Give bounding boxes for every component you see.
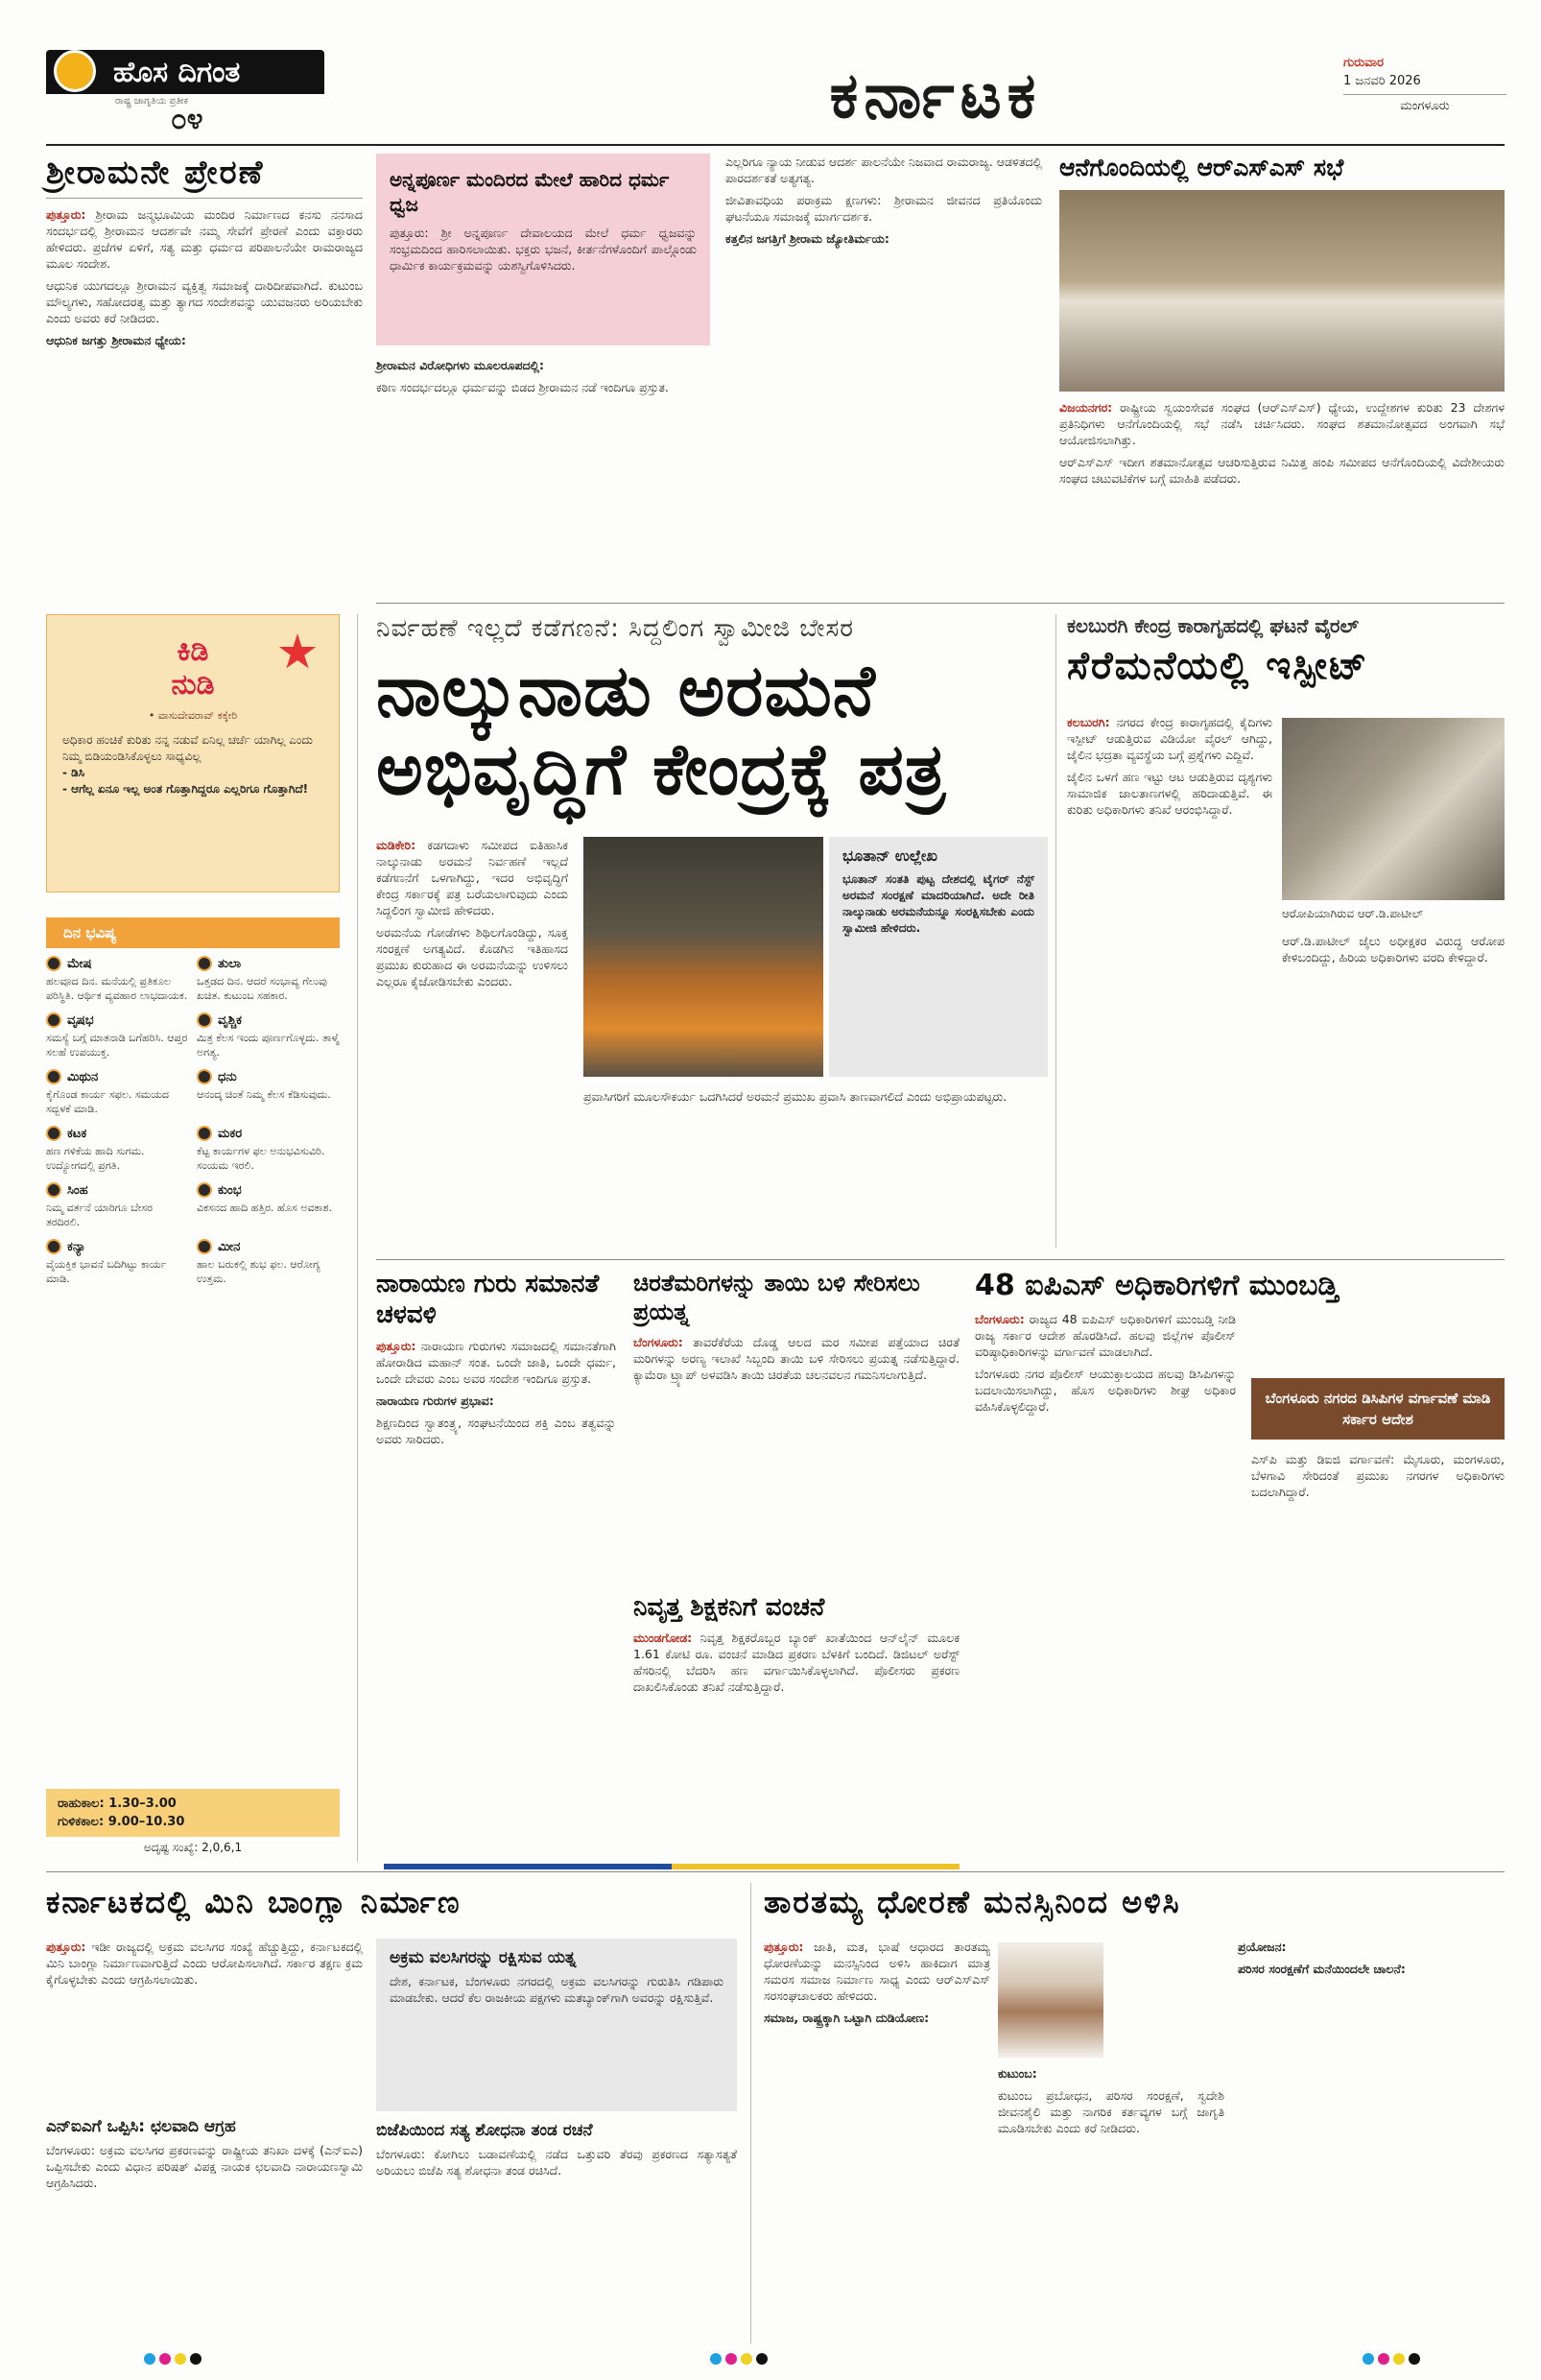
kidi-body: [47, 723, 339, 807]
zodiac-pisces-icon: [197, 1239, 212, 1254]
story-body: [633, 1334, 960, 1383]
logo-emblem-icon: [54, 50, 96, 92]
sidebar-body: ಭೂತಾನ್ ಸಂತತಿ ಪುಟ್ಟ ದೇಶದಲ್ಲಿ ಟೈಗರ್ ನೆಸ್ಟ್ ಅರಮನೆ ಸಂರಕ್ಷಣೆ ಮಾದರಿಯಾಗಿದೆ. ಅದೇ ರೀತಿ ನಾಲ್ಕುನಾಡು ಅರಮನೆಯನ್ನೂ ಸಂರಕ್ಷಿಸಬೇಕು ಎಂದು ಸ್ವಾಮೀಜಿ ಹೇಳಿದರು.: [842, 872, 1034, 935]
lead-story: [376, 614, 1048, 809]
paragraph: ಶಿಕ್ಷಣದಿಂದ ಸ್ವಾತಂತ್ರ್ಯ, ಸಂಘಟನೆಯಿಂದ ಶಕ್ತಿ ಎಂಬ ತತ್ವವನ್ನು ಅವರು ಸಾರಿದರು.: [376, 1416, 616, 1446]
paragraph: ಜೈಲಿನ ಒಳಗೆ ಹಣ ಇಟ್ಟು ಆಟ ಆಡುತ್ತಿರುವ ದೃಶ್ಯಗಳು ಸಾಮಾಜಿಕ ಜಾಲತಾಣಗಳಲ್ಲಿ ಹರಿದಾಡುತ್ತಿವೆ. ಈ ಕುರಿತು ಅಧಿಕಾರಿಗಳು ತನಿಖೆ ಆರಂಭಿಸಿದ್ದಾರೆ.: [1067, 770, 1272, 817]
sign-text: ಕೆಟ್ಟ ಕಾರ್ಯಗಳ ಫಲ ಅನುಭವಿಸುವಿರಿ. ಸಂಯಮ ಇರಲಿ.: [197, 1145, 325, 1172]
substory-body: ಬೆಂಗಳೂರು: ಕೋಗಿಲು ಬಡಾವಣೆಯಲ್ಲಿ ನಡೆದ ಒತ್ತುವರಿ ತೆರವು ಪ್ರಕರಣದ ಸತ್ಯಾಸತ್ಯತೆ ಅರಿಯಲು ಬಿಜೆಪಿ ಸತ್ಯ ಶೋಧನಾ ತಂಡ ರಚಿಸಿದೆ.: [376, 2147, 737, 2178]
sign-text: ಹಣ ಗಳಿಕೆಯ ಹಾದಿ ಸುಗಮ. ಉದ್ಯೋಗದಲ್ಲಿ ಪ್ರಗತಿ.: [46, 1145, 145, 1172]
paragraph: ನಿವೃತ್ತ ಶಿಕ್ಷಕರೊಬ್ಬರ ಬ್ಯಾಂಕ್ ಖಾತೆಯಿಂದ ಆನ್‌ಲೈನ್ ಮೂಲಕ 1.61 ಕೋಟಿ ರೂ. ವಂಚನೆ ಮಾಡಿದ ಪ್ರಕರಣ ಬೆಳಕಿಗೆ ಬಂದಿದೆ. ಡಿಜಿಟಲ್ ಅರೆಸ್ಟ್ ಹೆಸರಿನಲ್ಲಿ ಬೆದರಿಸಿ ಹಣ ವರ್ಗಾಯಿಸಿಕೊಳ್ಳಲಾಗಿದೆ. ಪೊಲೀಸರು ಪ್ರಕರಣ ದಾಖಲಿಸಿಕೊಂಡು ತನಿಖೆ ನಡೆಸುತ್ತಿದ್ದಾರೆ.: [633, 1630, 960, 1694]
byline: ಬೆಂಗಳೂರು:: [975, 1312, 1025, 1326]
kidi-quote: ಅಧಿಕಾರ ಹಂಚಿಕೆ ಕುರಿತು ನನ್ನ ನಡುವೆ ಏನಿಲ್ಲ ಚರ್ಚೆ ಯಾಗಿಲ್ಲ ಎಂದು ನಿಮ್ಮ ಬಿಡಿಯಂಡಿಸಿಕೊಳ್ಳಲು ಸಾಧ್ಯವಿಲ್ಲ: [62, 733, 313, 763]
masthead-rule: [46, 144, 1505, 146]
lead-body-col2: [583, 1088, 1048, 1110]
horoscope-item: [197, 956, 340, 1003]
zodiac-libra-icon: [197, 956, 212, 971]
paragraph: ಪ್ರವಾಸಿಗರಿಗೆ ಮೂಲಸೌಕರ್ಯ ಒದಗಿಸಿದರೆ ಅರಮನೆ ಪ್ರಮುಖ ಪ್ರವಾಸಿ ತಾಣವಾಗಲಿದೆ ಎಂದು ಅಭಿಪ್ರಾಯಪಟ್ಟರು.: [583, 1089, 1008, 1104]
lead-headline-line2: ಅಭಿವೃದ್ಧಿಗೆ ಕೇಂದ್ರಕ್ಕೆ ಪತ್ರ: [376, 728, 947, 811]
sign-name: ಕಟಕ: [67, 1126, 87, 1141]
logo-title: ಹೊಸ ದಿಗಂತ: [46, 50, 324, 94]
substory-title: ಬಿಜೆಪಿಯಿಂದ ಸತ್ಯ ಶೋಧನಾ ತಂಡ ರಚನೆ: [376, 2121, 593, 2140]
paragraph: ನಗರದ ಕೇಂದ್ರ ಕಾರಾಗೃಹದಲ್ಲಿ ಕೈದಿಗಳು ಇಸ್ಪೀಟ್ ಆಡುತ್ತಿರುವ ವಿಡಿಯೋ ವೈರಲ್ ಆಗಿದ್ದು, ಜೈಲಿನ ಭದ್ರತಾ ವ್ಯವಸ್ಥೆಯ ಬಗ್ಗೆ ಪ್ರಶ್ನೆಗಳು ಎದ್ದಿವೆ.: [1067, 715, 1272, 762]
sign-name: ತುಲಾ: [218, 956, 242, 971]
subhead: ಸಮಾಜ, ರಾಷ್ಟ್ರಕ್ಕಾಗಿ ಒಟ್ಟಾಗಿ ದುಡಿಯೋಣ:: [764, 2011, 930, 2025]
story-jail: [1067, 614, 1505, 689]
headline: 48 ಐಪಿಎಸ್ ಅಧಿಕಾರಿಗಳಿಗೆ ಮುಂಬಡ್ತಿ: [975, 1269, 1339, 1302]
story-rss: [1059, 154, 1505, 492]
subhead: ಶ್ರೀರಾಮನ ವಿರೋಧಿಗಳು ಮೂಲರೂಪದಲ್ಲಿ:: [376, 358, 545, 372]
byline: ವಿಜಯನಗರ:: [1059, 400, 1113, 415]
registration-marks-right: [1363, 2353, 1420, 2365]
lead-kicker: ನಿರ್ವಹಣೆ ಇಲ್ಲದೆ ಕಡೆಗಣನೆ: ಸಿದ್ದಲಿಂಗ ಸ್ವಾಮೀಜಿ ಬೇಸರ: [376, 614, 855, 643]
sidebar-title: ಭೂತಾನ್ ಉಲ್ಲೇಖ: [842, 846, 937, 865]
lead-body-col1: [376, 837, 568, 995]
jail-photo-caption: ಆರೋಪಿಯಾಗಿರುವ ಆರ್.ಡಿ.ಪಾಟೀಲ್: [1282, 907, 1424, 920]
headline: ಅನ್ನಪೂರ್ಣ ಮಂದಿರದ ಮೇಲೆ ಹಾರಿದ ಧರ್ಮ ಧ್ವಜ: [390, 168, 670, 216]
sign-name: ಮಕರ: [218, 1126, 243, 1141]
jail-body-col2: [1282, 933, 1505, 971]
story-body: ಪುತ್ತೂರು: ಶ್ರೀ ಅನ್ನಪೂರ್ಣ ದೇವಾಲಯದ ಮೇಲೆ ಧರ್ಮ ಧ್ವಜವನ್ನು ಸಂಭ್ರಮದಿಂದ ಹಾರಿಸಲಾಯಿತು. ಭಕ್ತರು ಭಜನೆ, ಕೀರ್ತನೆಗಳೊಂದಿಗೆ ಪಾಲ್ಗೊಂಡು ಧಾರ್ಮಿಕ ಕಾರ್ಯಕ್ರಮವನ್ನು ಯಶಸ್ವಿಗೊಳಿಸಿದರು.: [390, 226, 697, 273]
paragraph: ಕಠಿಣ ಸಂದರ್ಭದಲ್ಲೂ ಧರ್ಮವನ್ನು ಬಿಡದ ಶ್ರೀರಾಮನ ನಡೆ ಇಂದಿಗೂ ಪ್ರಸ್ತುತ.: [376, 380, 669, 394]
nia-substory: [46, 2117, 363, 2191]
story-annapurna-box: [376, 154, 710, 345]
sign-name: ಕುಂಭ: [218, 1182, 242, 1198]
sign-text: ಆನಂದ್ಕ ಚಿಂತೆ ನಿಮ್ಮ ಕೆಲಸ ಕೆಡಿಸುವುದು.: [197, 1088, 331, 1101]
headline: ಶ್ರೀರಾಮನೇ ಪ್ರೇರಣೆ: [46, 154, 363, 199]
dateline: [1343, 54, 1506, 115]
bangla-sidebar: [376, 1939, 737, 2111]
byline: ಪುತ್ತೂರು:: [46, 1940, 86, 1954]
zodiac-virgo-icon: [46, 1239, 61, 1254]
gulika: ಗುಳಿಕಕಾಲ: 9.00–10.30: [58, 1815, 185, 1829]
bangla-body: [46, 1939, 363, 1993]
byline: ಬೆಂಗಳೂರು:: [633, 1335, 683, 1349]
color-strip-yellow: [672, 1864, 960, 1869]
zodiac-taurus-icon: [46, 1012, 61, 1028]
horoscope-item: [46, 1182, 189, 1229]
story-body: [1059, 399, 1505, 487]
lead-photo-monks: [583, 837, 823, 1077]
paragraph: ರಾಜ್ಯದ 48 ಐಪಿಎಸ್ ಅಧಿಕಾರಿಗಳಿಗೆ ಮುಂಬಡ್ತಿ ನೀಡಿ ರಾಜ್ಯ ಸರ್ಕಾರ ಆದೇಶ ಹೊರಡಿಸಿದೆ. ಹಲವು ಜಿಲ್ಲೆಗಳ ಪೊಲೀಸ್ ವರಿಷ್ಠಾಧಿಕಾರಿಗಳನ್ನು ವರ್ಗಾವಣೆ ಮಾಡಲಾಗಿದೆ.: [975, 1312, 1236, 1359]
jail-kicker: ಕಲಬುರಗಿ ಕೇಂದ್ರ ಕಾರಾಗೃಹದಲ್ಲಿ ಘಟನೆ ವೈರಲ್: [1067, 614, 1359, 637]
paragraph: ಬೆಂಗಳೂರು ನಗರ ಪೊಲೀಸ್ ಆಯುಕ್ತಾಲಯದ ಹಲವು ಡಿಸಿಪಿಗಳನ್ನು ಬದಲಾಯಿಸಲಾಗಿದ್ದು, ಹೊಸ ಅಧಿಕಾರಿಗಳು ಶೀಘ್ರ ಅಧಿಕಾರ ವಹಿಸಿಕೊಳ್ಳಲಿದ್ದಾರೆ.: [975, 1367, 1236, 1414]
headline: ತಾರತಮ್ಯ ಧೋರಣೆ ಮನಸ್ಸಿನಿಂದ ಅಳಿಸಿ: [764, 1884, 1181, 1920]
jail-headline: ಸೆರೆಮನೆಯಲ್ಲಿ ಇಸ್ಪೀಟ್: [1067, 644, 1369, 688]
zodiac-scorpio-icon: [197, 1012, 212, 1028]
sign-name: ಮೇಷ: [67, 956, 92, 971]
kidi-attribution: - ಡಿಸಿ: [62, 766, 85, 779]
byline: ಮಡಿಕೇರಿ:: [376, 838, 416, 852]
bjp-substory: [376, 2121, 737, 2178]
byline: ಕಲಬುರಗಿ:: [1067, 715, 1110, 729]
sign-name: ಧನು: [218, 1069, 237, 1084]
sign-name: ಮೀನ: [218, 1239, 241, 1254]
horoscope-item: [46, 1069, 189, 1116]
byline: ಮುಂಡಗೋಡ:: [633, 1630, 693, 1645]
edition-number: ೦೪: [171, 103, 203, 136]
paragraph: ಅರಮನೆಯ ಗೋಡೆಗಳು ಶಿಥಿಲಗೊಂಡಿದ್ದು, ಸೂಕ್ತ ಸಂರಕ್ಷಣೆ ಅಗತ್ಯವಿದೆ. ಕೊಡಗಿನ ಇತಿಹಾಸದ ಪ್ರಮುಖ ಕುರುಹಾದ ಈ ಅರಮನೆಯನ್ನು ಉಳಿಸಲು ಎಲ್ಲರೂ ಕೈಜೋಡಿಸಬೇಕು ಎಂದರು.: [376, 925, 568, 988]
headline: ಆನೆಗೊಂದಿಯಲ್ಲಿ ಆರ್‌ಎಸ್‌ಎಸ್ ಸಭೆ: [1059, 154, 1344, 181]
sign-text: ಒತ್ತಡದ ದಿನ. ಆದರೆ ಸಂಭಾವ್ಯ ಗೆಲುವು ಖಚಿತ. ಕುಟುಂಬ ಸಹಕಾರ.: [197, 975, 327, 1002]
story-ayodhya-continued: [376, 357, 710, 401]
substory-title: ಎನ್‌ಐಎಗೆ ಒಪ್ಪಿಸಿ: ಛಲವಾದಿ ಆಗ್ರಹ: [46, 2117, 236, 2136]
story-teacher: [633, 1593, 960, 1701]
dateline-day: ಗುರುವಾರ: [1343, 56, 1384, 70]
zodiac-leo-icon: [46, 1182, 61, 1198]
sign-text: ಹಾಲ ಬರುಕಲ್ಲಿ ಶುಭ ಫಲ. ಆರೋಗ್ಯ ಉತ್ತಮ.: [197, 1258, 320, 1285]
section-title: ಕರ್ನಾಟಕ: [829, 59, 1042, 132]
story-cheetah: [633, 1269, 960, 1389]
story-body: [376, 1338, 616, 1447]
zodiac-gemini-icon: [46, 1069, 61, 1084]
logo-tagline: ರಾಷ್ಟ್ರ ಜಾಗೃತಿಯ ಪ್ರತೀಕ: [115, 96, 189, 107]
subhead: ಕತ್ತಲಿನ ಜಗತ್ತಿಗೆ ಶ್ರೀರಾಮ ಜ್ಯೋತಿರ್ಮಯ:: [725, 231, 889, 246]
row1-rule: [376, 603, 1505, 604]
paragraph: ಜಾತಿ, ಮತ, ಭಾಷೆ ಆಧಾರದ ತಾರತಮ್ಯ ಧೋರಣೆಯನ್ನು ಮನಸ್ಸಿನಿಂದ ಅಳಿಸಿ ಹಾಕಿದಾಗ ಮಾತ್ರ ಸಮರಸ ಸಮಾಜ ನಿರ್ಮಾಣ ಸಾಧ್ಯ ಎಂದು ಆರ್‌ಎಸ್‌ಎಸ್ ಸರಸಂಘಚಾಲಕರು ಹೇಳಿದರು.: [764, 1940, 990, 2003]
zodiac-sagittarius-icon: [197, 1069, 212, 1084]
ips-highlight-box: ಬೆಂಗಳೂರು ನಗರದ ಡಿಸಿಪಿಗಳ ವರ್ಗಾವಣೆ ಮಾಡಿ ಸರ್ಕಾರ ಆದೇಶ: [1251, 1378, 1505, 1440]
zodiac-cancer-icon: [46, 1126, 61, 1141]
sign-text: ನಿಮ್ಮ ವರ್ತನೆ ಯಾರಿಗೂ ಬೇಸರ ತರದಿರಲಿ.: [46, 1202, 153, 1228]
paragraph: ಜೀವಿತಾವಧಿಯ ಪರಾಕ್ರಮ ಕ್ಷಣಗಳು: ಶ್ರೀರಾಮನ ಜೀವನದ ಪ್ರತಿಯೊಂದು ಘಟನೆಯೂ ಸಮಾಜಕ್ಕೆ ಮಾರ್ಗದರ್ಶಕ.: [725, 193, 1042, 224]
horoscope-grid: [46, 956, 340, 1286]
story-body: [46, 206, 363, 348]
row3-rule: [46, 1871, 1505, 1872]
headline: ಚಿರತೆಮರಿಗಳನ್ನು ತಾಯಿ ಬಳಿ ಸೇರಿಸಲು ಪ್ರಯತ್ನ: [633, 1270, 920, 1325]
horoscope-item: [197, 1012, 340, 1059]
zodiac-capricorn-icon: [197, 1126, 212, 1141]
paragraph: ಕುಟುಂಬ ಪ್ರಬೋಧನ, ಪರಿಸರ ಸಂರಕ್ಷಣೆ, ಸ್ವದೇಶಿ ಜೀವನಶೈಲಿ ಮತ್ತು ನಾಗರಿಕ ಕರ್ತವ್ಯಗಳ ಬಗ್ಗೆ ಜಾಗೃತಿ ಮೂಡಿಸಬೇಕು ಎಂದು ಕರೆ ನೀಡಿದರು.: [998, 2088, 1224, 2135]
story-bangla: [46, 1883, 737, 1931]
paragraph: ಎಲ್ಲರಿಗೂ ನ್ಯಾಯ ನೀಡುವ ಆದರ್ಶ ಪಾಲನೆಯೇ ನಿಜವಾದ ರಾಮರಾಜ್ಯ. ಆಡಳಿತದಲ್ಲಿ ಪಾರದರ್ಶಕತೆ ಅತ್ಯಗತ್ಯ.: [725, 155, 1042, 185]
subhead: ನಾರಾಯಣ ಗುರುಗಳ ಪ್ರಭಾವ:: [376, 1393, 494, 1408]
horoscope-title: ದಿನ ಭವಿಷ್ಯ: [46, 917, 340, 948]
dateline-city: ಮಂಗಳೂರು: [1343, 94, 1506, 115]
headline: ಕರ್ನಾಟಕದಲ್ಲಿ ಮಿನಿ ಬಾಂಗ್ಲಾ ನಿರ್ಮಾಣ: [46, 1884, 462, 1920]
sign-name: ಸಿಂಹ: [67, 1182, 88, 1198]
byline: ಪುತ್ತೂರು:: [764, 1940, 804, 1954]
paragraph: ರಾಷ್ಟ್ರೀಯ ಸ್ವಯಂಸೇವಕ ಸಂಘದ (ಆರ್‌ಎಸ್‌ಎಸ್) ಧ್ಯೇಯ, ಉದ್ದೇಶಗಳ ಕುರಿತು 23 ದೇಶಗಳ ಪ್ರತಿನಿಧಿಗಳು ಆನೆಗೊಂದಿಯಲ್ಲಿ ಸಭೆ ನಡೆಸಿ ಚರ್ಚಿಸಿದರು. ಸಂಘದ ಶತಮಾನೋತ್ಸವದ ಅಂಗವಾಗಿ ಸಭೆ ಆಯೋಜಿಸಲಾಗಿತ್ತು.: [1059, 400, 1505, 447]
sidebar-divider: [357, 614, 358, 1862]
sign-name: ವೃಶ್ಚಿಕ: [218, 1012, 242, 1028]
rss-group-photo: [1059, 190, 1505, 392]
horoscope-item: [46, 1012, 189, 1059]
story-column3: [725, 154, 1042, 252]
row2-rule: [376, 1259, 1505, 1260]
sign-text: ವಿಕಸನದ ಹಾದಿ ಹತ್ತಿರ. ಹೊಸ ಅವಕಾಶ.: [197, 1202, 332, 1214]
horoscope-item: [197, 1126, 340, 1173]
rahukala: ರಾಹುಕಾಲ: 1.30–3.00: [58, 1797, 177, 1811]
rahukala-box: [46, 1789, 340, 1837]
story-ips: [975, 1269, 1505, 1500]
discrimination-col1: [764, 1939, 990, 2032]
bottom-divider: [750, 1883, 751, 2344]
headline: ನಿವೃತ್ತ ಶಿಕ್ಷಕನಿಗೆ ವಂಚನೆ: [633, 1593, 825, 1622]
byline: ಪುತ್ತೂರು:: [46, 207, 86, 222]
byline: ಪುತ್ತೂರು:: [376, 1339, 416, 1353]
lead-headline-line1: ನಾಲ್ಕುನಾಡು ಅರಮನೆ: [376, 650, 876, 732]
paragraph: ಆಧುನಿಕ ಯುಗದಲ್ಲೂ ಶ್ರೀರಾಮನ ವ್ಯಕ್ತಿತ್ವ ಸಮಾಜಕ್ಕೆ ದಾರಿದೀಪವಾಗಿದೆ. ಕುಟುಂಬ ಮೌಲ್ಯಗಳು, ಸಹೋದರತ್ವ ಮತ್ತು ತ್ಯಾಗದ ಸಂದೇಶವನ್ನು ಯುವಜನರು ಅರಿಯಬೇಕು ಎಂದು ಅವರು ಕರೆ ನೀಡಿದರು.: [46, 278, 363, 325]
lead-divider: [1055, 614, 1056, 1248]
substory-body: ಬೆಂಗಳೂರು: ಅಕ್ರಮ ವಲಸಿಗರ ಪ್ರಕರಣವನ್ನು ರಾಷ್ಟ್ರೀಯ ತನಿಖಾ ದಳಕ್ಕೆ (ಎನ್‌ಐಎ) ಒಪ್ಪಿಸಬೇಕು ಎಂದು ವಿಧಾನ ಪರಿಷತ್ ವಿಪಕ್ಷ ನಾಯಕ ಛಲವಾದಿ ನಾರಾಯಣಸ್ವಾಮಿ ಆಗ್ರಹಿಸಿದರು.: [46, 2143, 363, 2190]
sign-name: ಮಿಥುನ: [67, 1069, 99, 1084]
jail-cards-photo: [1282, 718, 1505, 900]
discrimination-col2: [998, 2065, 1224, 2142]
jail-body-col1: [1067, 714, 1272, 823]
kidi-author: • ವಾಸುದೇವರಾವ್ ಕಕ್ಕೇರಿ: [148, 709, 238, 722]
paragraph: ಶ್ರೀರಾಮ ಜನ್ಮಭೂಮಿಯ ಮಂದಿರ ನಿರ್ಮಾಣದ ಕನಸು ನನಸಾದ ಸಂದರ್ಭದಲ್ಲಿ ಶ್ರೀರಾಮನ ಆದರ್ಶವೇ ನಮ್ಮ ಸೇವೆಗೆ ಪ್ರೇರಣೆ ಎಂದು ವಕ್ತಾರರು ಹೇಳಿದರು. ಪ್ರಜೆಗಳ ಏಳಿಗೆ, ಸತ್ಯ ಮತ್ತು ಧರ್ಮದ ಪರಿಪಾಲನೆಯೇ ರಾಮರಾಜ್ಯದ ಮೂಲ ಸಂದೇಶ.: [46, 207, 363, 271]
story-ayodhya: [46, 154, 363, 354]
paragraph: ತಾವರೆಕೆರೆಯ ದೊಡ್ಡ ಆಲದ ಮರ ಸಮೀಪ ಪತ್ತೆಯಾದ ಚಿರತೆ ಮರಿಗಳನ್ನು ಅರಣ್ಯ ಇಲಾಖೆ ಸಿಬ್ಬಂದಿ ತಾಯಿ ಬಳಿ ಸೇರಿಸಲು ಪ್ರಯತ್ನ ನಡೆಸುತ್ತಿದ್ದಾರೆ. ಕ್ಯಾಮೆರಾ ಟ್ರ್ಯಾಪ್ ಅಳವಡಿಸಿ ತಾಯಿ ಚಿರತೆಯ ಚಲನವಲನ ಗಮನಿಸಲಾಗುತ್ತಿದೆ.: [633, 1335, 960, 1382]
zodiac-aries-icon: [46, 956, 61, 971]
sign-text: ಹಲವೂದ ದಿನ. ಮನೆಯಲ್ಲಿ ಪ್ರತಿಕೂಲ ಪರಿಸ್ಥಿತಿ. ಆರ್ಥಿಕ ವ್ಯವಹಾರ ಲಾಭದಾಯಕ.: [46, 975, 188, 1002]
sidebar-body: ದೇಶ, ಕರ್ನಾಟಕ, ಬೆಂಗಳೂರು ನಗರದಲ್ಲಿ ಅಕ್ರಮ ವಲಸಿಗರನ್ನು ಗುರುತಿಸಿ ಗಡಿಪಾರು ಮಾಡಬೇಕು. ಆದರೆ ಕೆಲ ರಾಜಕೀಯ ಪಕ್ಷಗಳು ಮತಬ್ಯಾಂಕ್‌ಗಾಗಿ ಅವರನ್ನು ರಕ್ಷಿಸುತ್ತಿವೆ.: [390, 1974, 723, 2005]
horoscope-item: [197, 1069, 340, 1116]
registration-marks-left: [144, 2353, 202, 2365]
paragraph: ಇಡೀ ರಾಜ್ಯದಲ್ಲಿ ಅಕ್ರಮ ವಲಸಿಗರ ಸಂಖ್ಯೆ ಹೆಚ್ಚುತ್ತಿದ್ದು, ಕರ್ನಾಟಕದಲ್ಲಿ ಮಿನಿ ಬಾಂಗ್ಲಾ ನಿರ್ಮಾಣವಾಗುತ್ತಿದೆ ಎಂದು ಆರೋಪಿಸಲಾಗಿದೆ. ಸರ್ಕಾರ ತಕ್ಷಣ ಕ್ರಮ ಕೈಗೊಳ್ಳಬೇಕು ಎಂದು ಆಗ್ರಹಿಸಲಾಯಿತು.: [46, 1940, 363, 1987]
sign-text: ಸಮಸ್ಯೆ ಬಗ್ಗೆ ಮಾತನಾಡಿ ಬಗೆಹರಿಸಿ. ಆಪ್ತರ ಸಲಹೆ ಉಪಯುಕ್ತ.: [46, 1032, 188, 1059]
sign-name: ವೃಷಭ: [67, 1012, 94, 1028]
story-narayana: [376, 1269, 616, 1453]
discrimination-col3: [1238, 1939, 1505, 1983]
sign-text: ಮಿತ್ರ ಕೆಲಸ ಇಂದು ಪೂರ್ಣಗೊಳ್ಳದು. ತಾಳ್ಮೆ ಅಗತ್ಯ.: [197, 1032, 340, 1059]
registration-marks-center: [710, 2353, 768, 2365]
paragraph: ಕಡಗದಾಳು ಸಮೀಪದ ಐತಿಹಾಸಿಕ ನಾಲ್ಕುನಾಡು ಅರಮನೆ ನಿರ್ವಹಣೆ ಇಲ್ಲದೆ ಕಡೆಗಣನೆಗೆ ಒಳಗಾಗಿದ್ದು, ಇದರ ಅಭಿವೃದ್ಧಿಗೆ ಕೇಂದ್ರ ಸರ್ಕಾರಕ್ಕೆ ಪತ್ರ ಬರೆಯಲಾಗುವುದು ಎಂದು ಸಿದ್ದಲಿಂಗ ಸ್ವಾಮೀಜಿ ಹೇಳಿದರು.: [376, 838, 568, 917]
headline: ನಾರಾಯಣ ಗುರು ಸಮಾನತೆ ಚಳವಳಿ: [376, 1270, 600, 1329]
subhead: ಆಧುನಿಕ ಜಗತ್ತು ಶ್ರೀರಾಮನ ಧ್ಯೇಯ:: [46, 333, 186, 347]
paragraph: ಆರ್‌ಎಸ್‌ಎಸ್ ಇದೀಗ ಶತಮಾನೋತ್ಸವ ಆಚರಿಸುತ್ತಿರುವ ನಿಮಿತ್ತ ಹಂಪಿ ಸಮೀಪದ ಆನೆಗೊಂದಿಯಲ್ಲಿ ವಿದೇಶೀಯರು ಸಂಘದ ಚಟುವಟಿಕೆಗಳ ಬಗ್ಗೆ ಮಾಹಿತಿ ಪಡೆದರು.: [1059, 455, 1505, 486]
horoscope-item: [46, 956, 189, 1003]
paragraph: ನಾರಾಯಣ ಗುರುಗಳು ಸಮಾಜದಲ್ಲಿ ಸಮಾನತೆಗಾಗಿ ಹೋರಾಡಿದ ಮಹಾನ್ ಸಂತ. ಒಂದೇ ಜಾತಿ, ಒಂದೇ ಧರ್ಮ, ಒಂದೇ ದೇವರು ಎಂಬ ಅವರ ಸಂದೇಶ ಇಂದಿಗೂ ಪ್ರಸ್ತುತ.: [376, 1339, 616, 1386]
speaker-portrait: [998, 1942, 1103, 2058]
sign-text: ವೈಯಕ್ತಿಕ ಭಾವನೆ ಬದಿಗಿಟ್ಟು ಕಾರ್ಯ ಮಾಡಿ.: [46, 1258, 167, 1285]
dateline-date: 1 ಜನವರಿ 2026: [1343, 74, 1421, 88]
horoscope-item: [46, 1239, 189, 1286]
kidi-retort: - ಆಗೆಲ್ಲ ಏನೂ ಇಲ್ಲ ಅಂತ ಗೊತ್ತಾಗಿದ್ದರೂ ಎಲ್ಲರಿಗೂ ಗೊತ್ತಾಗಿದೆ!: [62, 782, 309, 796]
subhead: ಪ್ರಯೋಜನ:: [1238, 1940, 1287, 1954]
horoscope-item: [46, 1126, 189, 1173]
color-strip-blue: [384, 1864, 672, 1869]
kidi-title-line2: ನುಡಿ: [171, 668, 215, 702]
horoscope-item: [197, 1239, 340, 1286]
paragraph: ಎಸ್‌ಪಿ ಮತ್ತು ಡಿಐಜಿ ವರ್ಗಾವಣೆ: ಮೈಸೂರು, ಮಂಗಳೂರು, ಬೆಳಗಾವಿ ಸೇರಿದಂತೆ ಪ್ರಮುಖ ನಗರಗಳ ಅಧಿಕಾರಿಗಳು ಬದಲಾಗಿದ್ದಾರೆ.: [1251, 1452, 1505, 1499]
horoscope-item: [197, 1182, 340, 1229]
story-body: [975, 1311, 1236, 1420]
story-discrimination: [764, 1883, 1505, 1931]
lead-headline: [376, 652, 1048, 809]
kidi-title-line1: ಕಿಡಿ: [177, 634, 209, 668]
paragraph: ಆರ್.ಡಿ.ಪಾಟೀಲ್ ಜೈಲು ಅಧೀಕ್ಷಕರ ವಿರುದ್ಧ ಆರೋಪ ಕೇಳಿಬಂದಿದ್ದು, ಹಿರಿಯ ಅಧಿಕಾರಿಗಳು ವರದಿ ಕೇಳಿದ್ದಾರೆ.: [1282, 934, 1505, 964]
subhead: ಕುಟುಂಬ:: [998, 2066, 1037, 2081]
sidebar-title: ಅಕ್ರಮ ವಲಸಿಗರನ್ನು ರಕ್ಷಿಸುವ ಯತ್ನ: [390, 1948, 577, 1967]
subhead: ಪರಿಸರ ಸಂರಕ್ಷಣೆಗೆ ಮನೆಯಿಂದಲೇ ಚಾಲನೆ:: [1238, 1962, 1406, 1976]
bhutan-sidebar: [829, 837, 1048, 1077]
story-body: [633, 1630, 960, 1695]
zodiac-aquarius-icon: [197, 1182, 212, 1198]
lucky-number: ಅದೃಷ್ಟ ಸಂಖ್ಯೆ: 2,0,6,1: [143, 1841, 243, 1854]
sign-text: ಕೈಗೊಂಡ ಕಾರ್ಯ ಸಫಲ. ಸಮಯದ ಸದ್ಬಳಕೆ ಮಾಡಿ.: [46, 1088, 170, 1115]
sign-name: ಕನ್ಯಾ: [67, 1239, 86, 1254]
